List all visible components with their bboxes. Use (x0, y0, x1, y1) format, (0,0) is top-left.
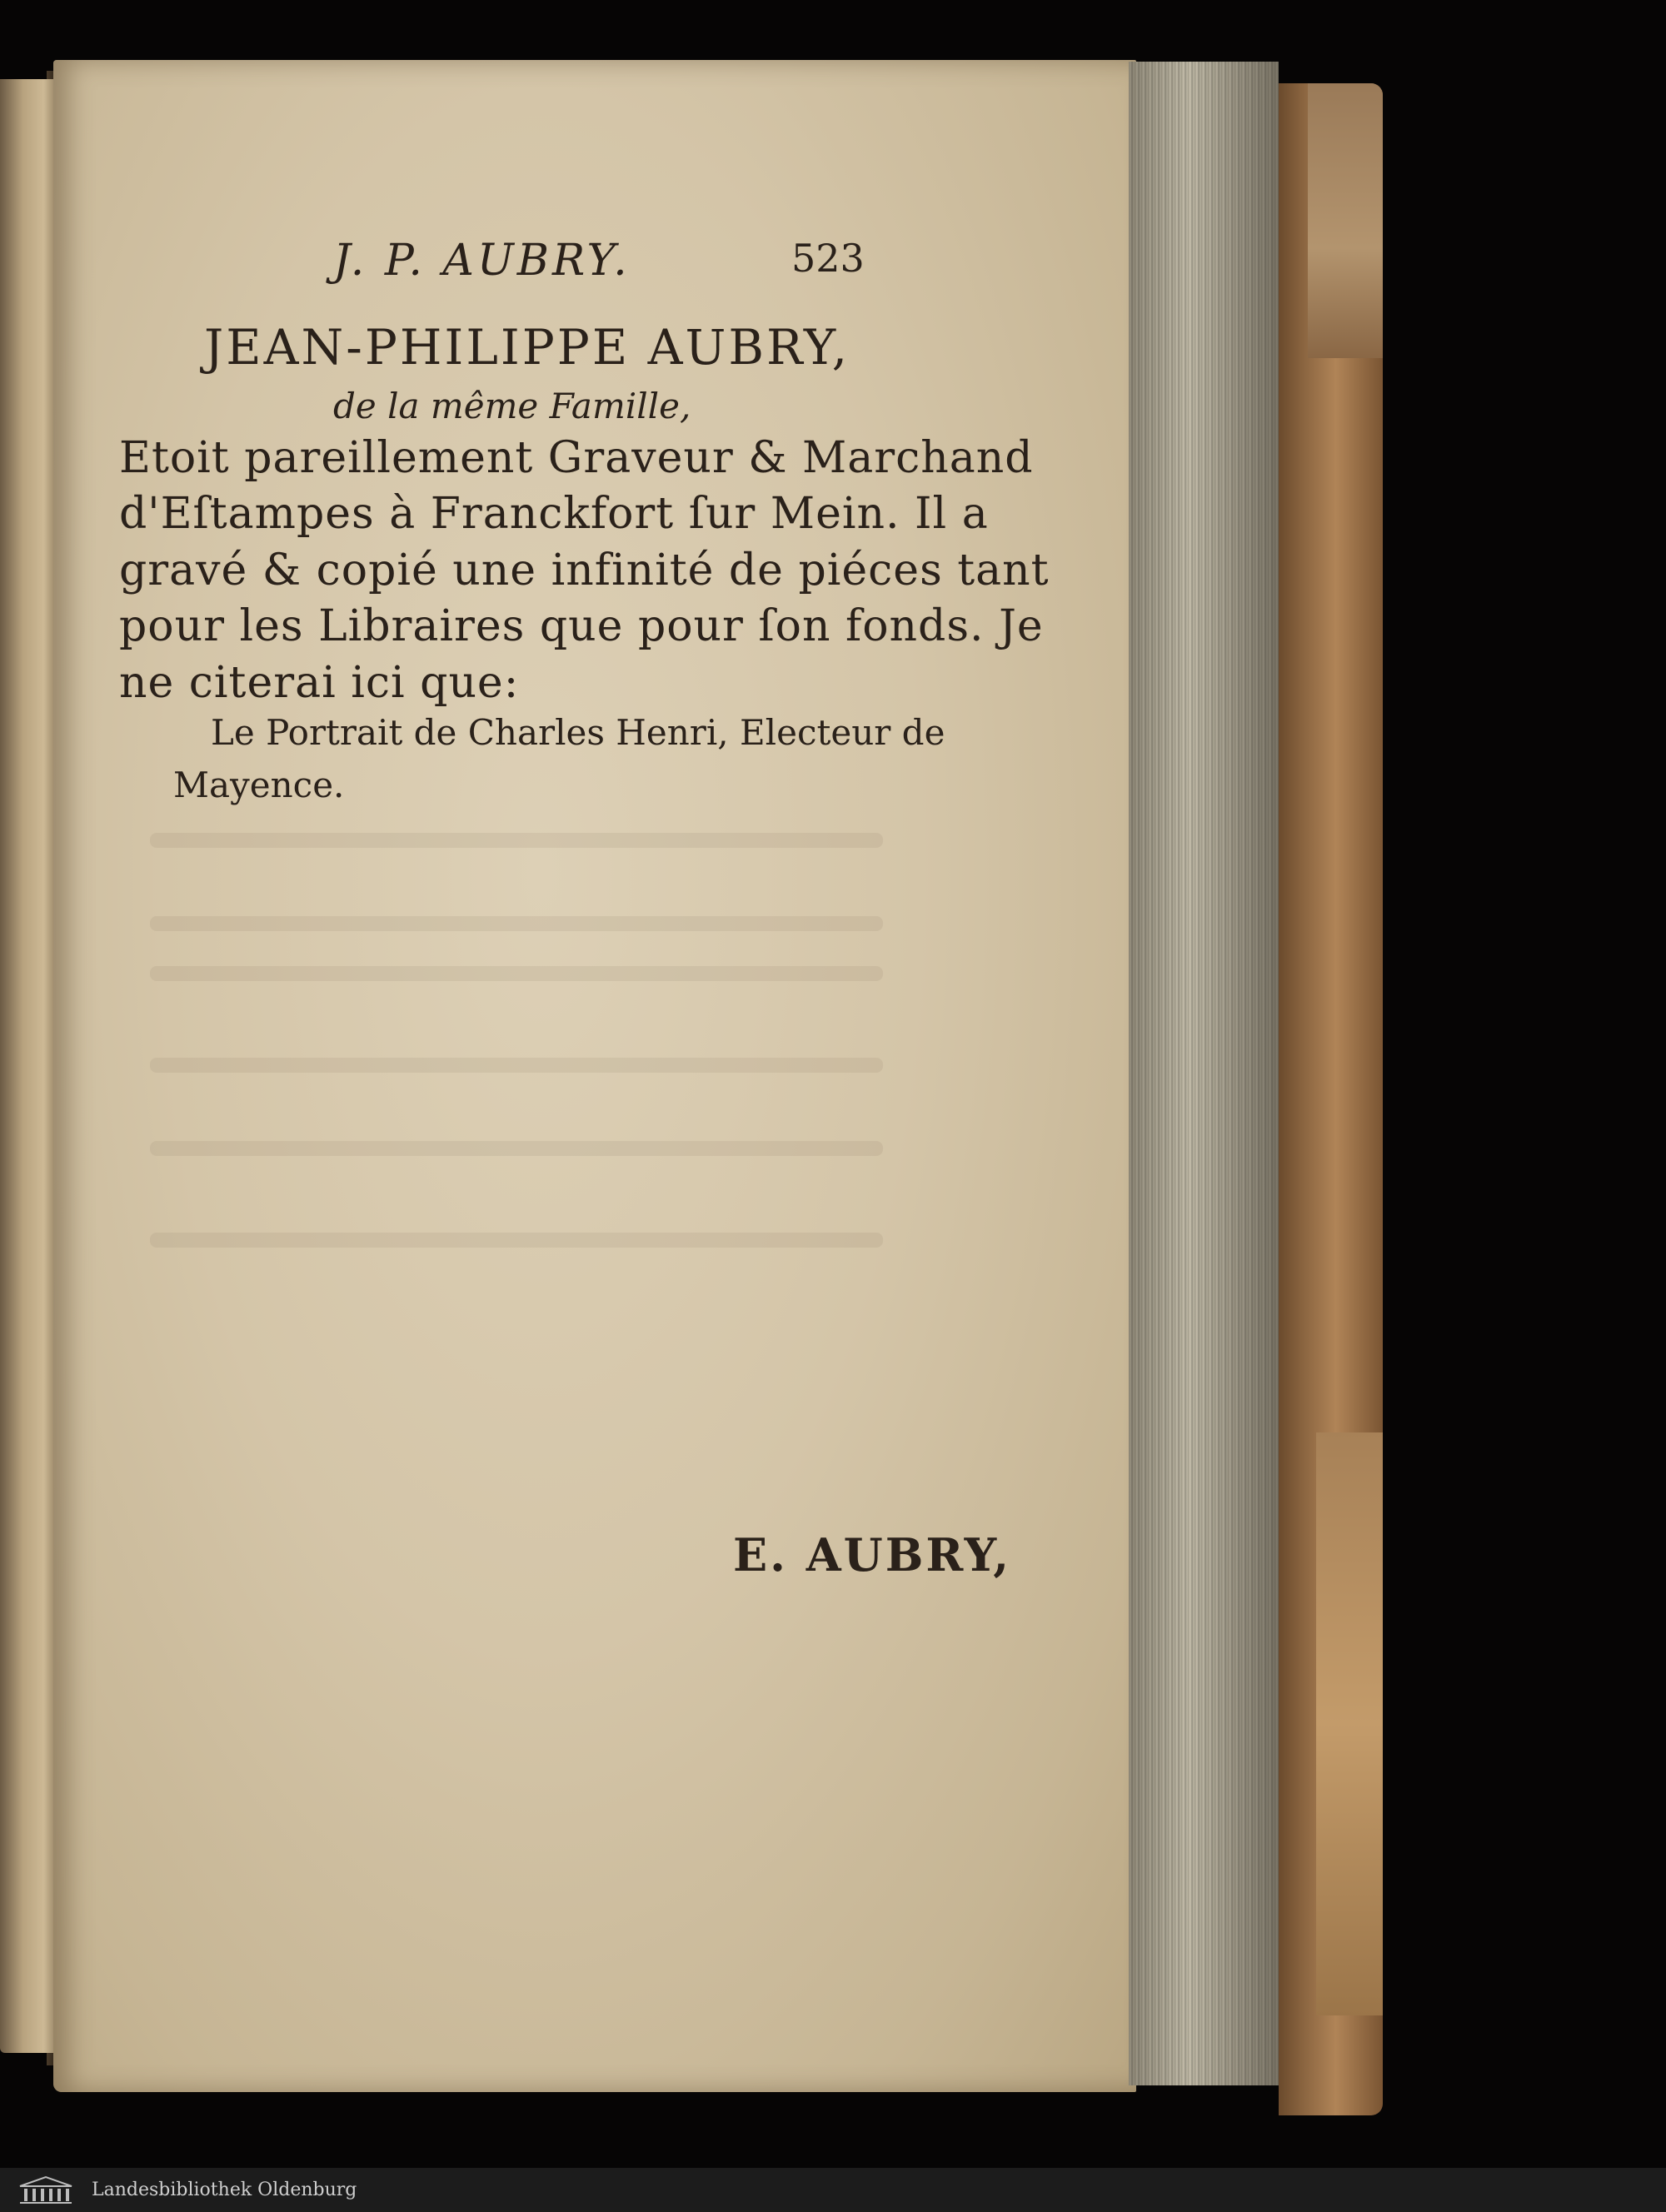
body-line: d'Eſtampes à Franckfort ſur Mein. Il a (119, 489, 989, 539)
body-line: gravé & copié une infinité de piéces tant (119, 546, 1050, 595)
catalog-item-line: Le Portrait de Charles Henri, Electeur de (211, 712, 945, 753)
library-name: Landesbibliothek Oldenburg (92, 2180, 357, 2200)
footer-bar (0, 2168, 1666, 2212)
body-line: Etoit pareillement Graveur & Marchand (119, 433, 1034, 483)
running-head: J. P. AUBRY. (333, 236, 631, 286)
left-page-edge (0, 79, 58, 2053)
catchword: E. AUBRY, (733, 1528, 1011, 1582)
body-line: ne citerai ici que: (119, 658, 520, 708)
body-line: pour les Libraires que pour ſon fonds. Je (119, 601, 1044, 651)
catalog-item-line: Mayence. (173, 765, 345, 805)
entry-title: JEAN-PHILIPPE AUBRY, (204, 319, 850, 376)
entry-subtitle: de la même Famille, (333, 386, 691, 426)
page-number: 523 (791, 236, 865, 281)
library-building-icon (17, 2175, 75, 2206)
